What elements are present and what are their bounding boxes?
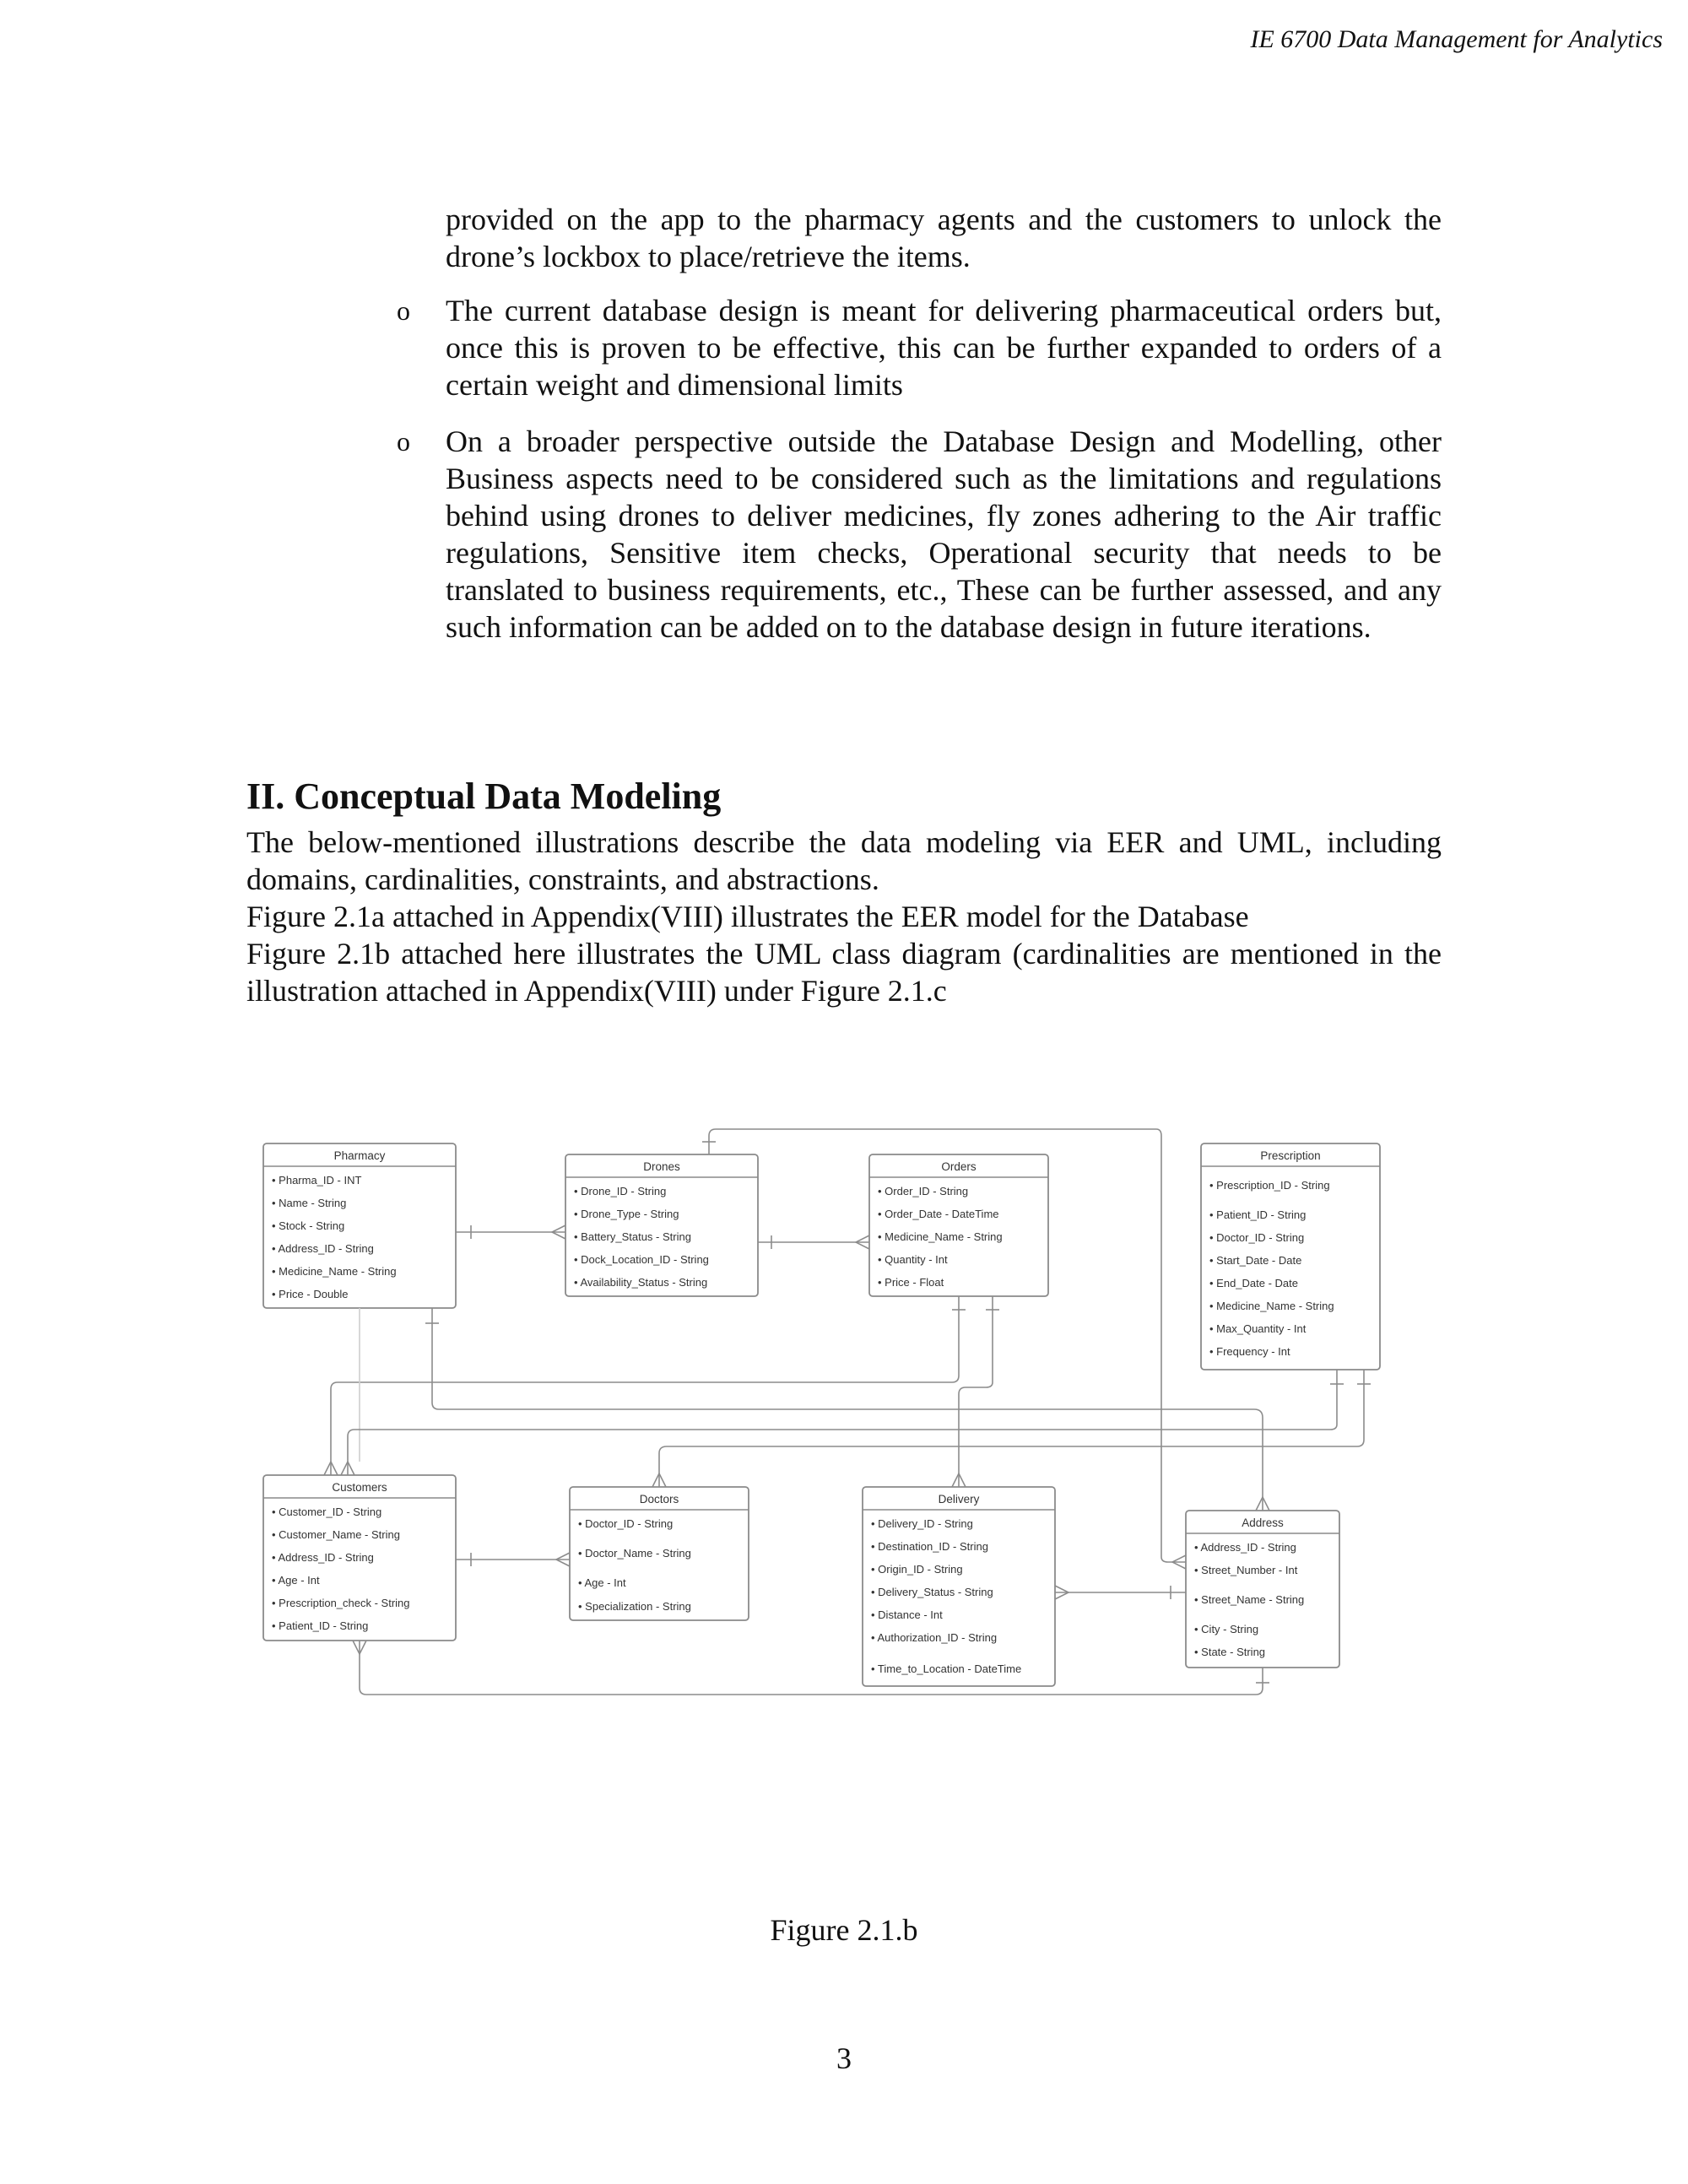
entity-attribute: • Delivery_Status - String [871,1586,993,1598]
section-paragraph: Figure 2.1a attached in Appendix(VIII) illustrates the EER model for the Database [246,900,1249,933]
continuation-paragraph: provided on the app to the pharmacy agents and the customers to unlock the drone’s lockbox to place/retrieve the items. [446,203,1442,273]
entity-attribute: • Name - String [272,1197,347,1209]
entity-attribute: • Medicine_Name - String [272,1265,397,1278]
entity-title: Address [1242,1516,1284,1529]
entity-attribute: • Drone_ID - String [574,1185,667,1197]
entity-attribute: • Medicine_Name - String [878,1230,1003,1243]
bullet-marker: o [397,295,410,326]
entity-attribute: • Start_Date - Date [1209,1254,1302,1267]
entity-attribute: • Authorization_ID - String [871,1631,998,1644]
entity-attribute: • Frequency - Int [1209,1345,1290,1358]
entity-attribute: • Price - Double [272,1288,349,1300]
entity-attribute: • Patient_ID - String [1209,1208,1307,1221]
entity-attribute: • Address_ID - String [272,1551,374,1564]
entity-title: Customers [332,1481,387,1494]
entity-attribute: • Doctor_Name - String [578,1547,691,1560]
entity-attribute: • Delivery_ID - String [871,1517,973,1530]
entity-attribute: • Prescription_check - String [272,1597,410,1609]
figure-caption: Figure 2.1.b [770,1913,918,1947]
uml-class-diagram [253,1097,1384,1705]
entity-attribute: • Age - Int [272,1574,320,1587]
entity-attribute: • Address_ID - String [272,1242,374,1255]
entity-attribute: • Dock_Location_ID - String [574,1253,709,1266]
entity-attribute: • Order_ID - String [878,1185,969,1197]
entity-attribute: • State - String [1194,1646,1266,1658]
entity-address [1186,1511,1339,1668]
entity-attribute: • Patient_ID - String [272,1619,369,1632]
entity-attribute: • Origin_ID - String [871,1563,963,1576]
entity-title: Pharmacy [333,1149,386,1162]
entity-attribute: • Destination_ID - String [871,1540,988,1553]
page-number: 3 [836,2041,852,2075]
entity-attribute: • Time_to_Location - DateTime [871,1662,1022,1675]
entity-customers [263,1475,456,1641]
entity-attribute: • Order_Date - DateTime [878,1208,999,1220]
entity-attribute: • City - String [1194,1623,1259,1635]
entity-attribute: • Medicine_Name - String [1209,1300,1334,1312]
entity-pharmacy [263,1143,456,1308]
entity-attribute: • Customer_ID - String [272,1506,382,1518]
entity-attribute: • Drone_Type - String [574,1208,679,1220]
entity-title: Orders [941,1160,977,1173]
running-head: IE 6700 Data Management for Analytics [1250,25,1663,53]
entity-attribute: • Pharma_ID - INT [272,1174,362,1187]
bullet-text: The current database design is meant for delivering pharmaceutical orders but, once this is proven to be effective, this can be further expanded to orders of a certain weight and dimensional limits [446,294,1442,402]
section-heading: II. Conceptual Data Modeling [246,776,722,817]
section-body [246,824,1442,1009]
entity-attribute: • Street_Number - Int [1194,1564,1298,1576]
entity-doctors [570,1487,749,1620]
entity-attribute: • Quantity - Int [878,1253,948,1266]
entity-attribute: • End_Date - Date [1209,1277,1298,1289]
bullet-text: On a broader perspective outside the Database Design and Modelling, other Business aspects need to be considered such as the limitations and regulations behind using drones to deliver medicines, fly zones adhering to the Air traffic regulations, Sensitive item checks, Operational security that needs to be translated to business requirements, etc., These can be further assessed, and any such information can be added on to the database design in future iterations. [446,424,1442,644]
entity-attribute: • Price - Float [878,1276,944,1289]
entity-attribute: • Specialization - String [578,1600,691,1613]
entity-attribute: • Customer_Name - String [272,1528,400,1541]
entity-drones [565,1154,758,1296]
bullet-marker: o [397,426,410,457]
section-paragraph: Figure 2.1b attached here illustrates the UML class diagram (cardinalities are mentioned in the illustration attached in Appendix(VIII) under Figure 2.1.c [246,937,1442,1008]
entity-attribute: • Street_Name - String [1194,1593,1305,1606]
entity-title: Prescription [1260,1149,1321,1162]
entity-attribute: • Doctor_ID - String [1209,1231,1305,1244]
entity-delivery [863,1487,1055,1686]
entity-orders [869,1154,1048,1296]
entity-title: Drones [643,1160,680,1173]
entity-attribute: • Availability_Status - String [574,1276,708,1289]
entity-title: Delivery [938,1493,980,1506]
entity-attribute: • Doctor_ID - String [578,1517,674,1530]
entity-attribute: • Distance - Int [871,1608,943,1621]
entity-attribute: • Battery_Status - String [574,1230,691,1243]
entity-attribute: • Prescription_ID - String [1209,1179,1330,1192]
entity-attribute: • Address_ID - String [1194,1541,1296,1554]
entity-attribute: • Stock - String [272,1219,345,1232]
entity-prescription [1201,1143,1380,1370]
entity-attribute: • Max_Quantity - Int [1209,1322,1307,1335]
entity-attribute: • Age - Int [578,1576,626,1589]
section-paragraph: The below-mentioned illustrations describe the data modeling via EER and UML, including domains, cardinalities, constraints, and abstractions. [246,825,1442,896]
entity-title: Doctors [639,1493,679,1506]
